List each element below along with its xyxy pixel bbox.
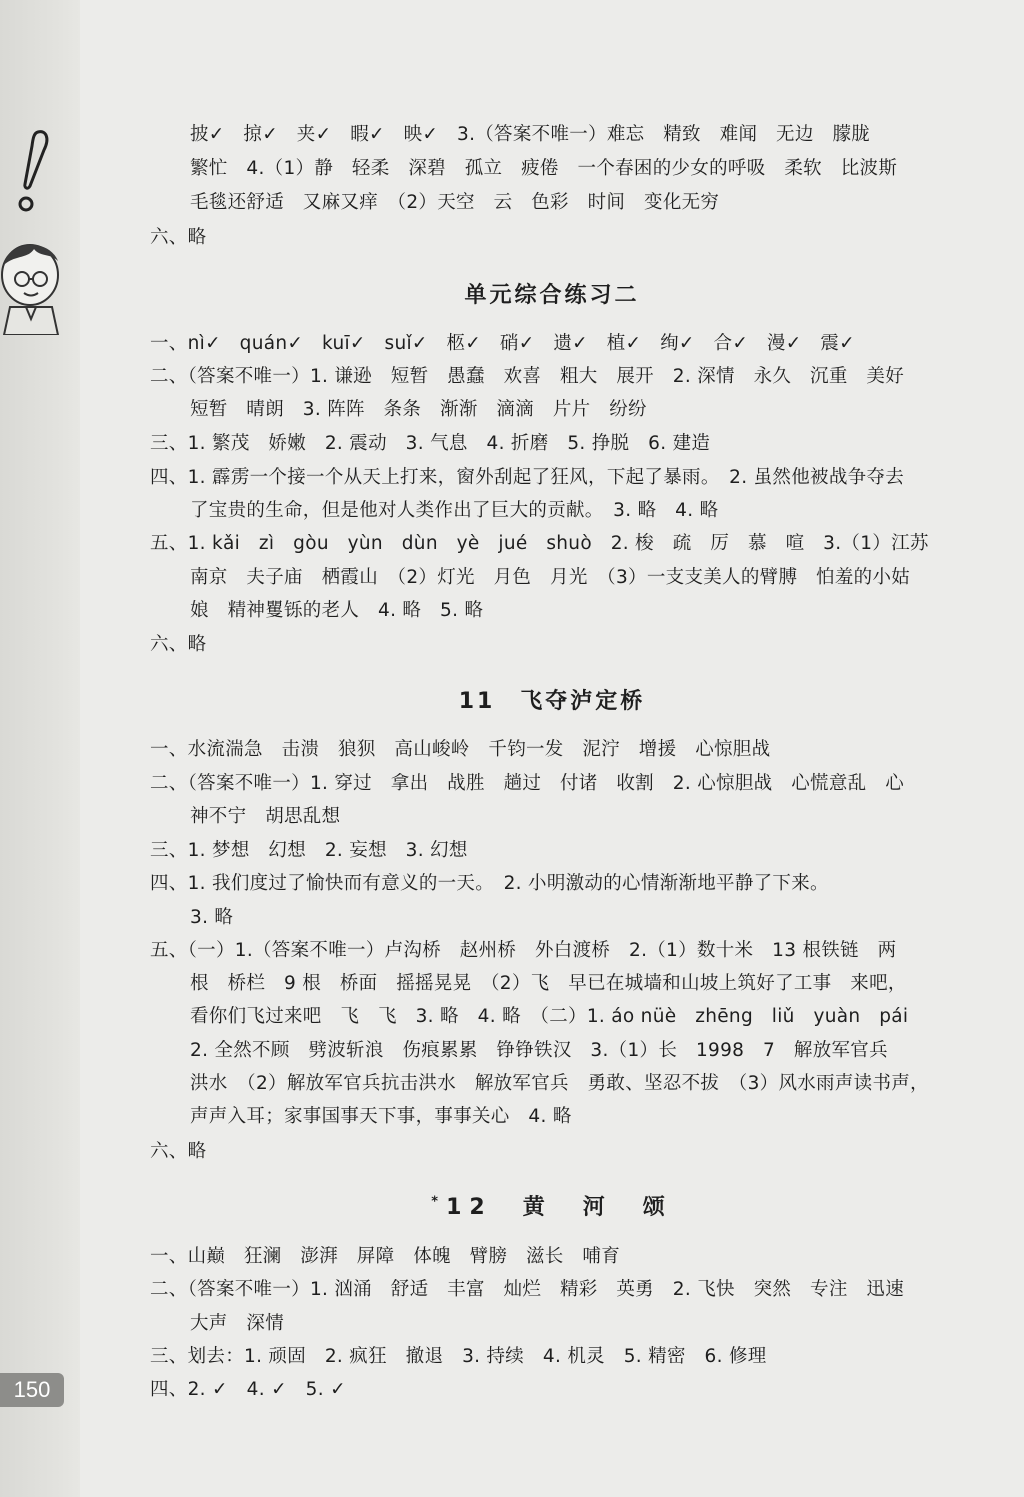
text-line: 看你们飞过来吧 飞 飞 3. 略 4. 略 （二）1. áo nüè zhēng liǔ yuàn pái <box>190 1006 909 1027</box>
text-line: 二、（答案不唯一）1. 谦逊 短暂 愚蠢 欢喜 粗大 展开 2. 深情 永久 沉重 美好 <box>150 366 905 387</box>
section-heading <box>80 1190 1024 1221</box>
text-line: 六、略 <box>150 227 207 248</box>
text-line: 一、水流湍急 击溃 狼狈 高山峻岭 千钧一发 泥泞 增援 心惊胆战 <box>150 739 771 760</box>
text-line: 披✓ 掠✓ 夹✓ 暇✓ 映✓ 3.（答案不唯一）难忘 精致 难闻 无边 朦胧 <box>190 124 871 145</box>
text-line: 三、划去：1. 顽固 2. 疯狂 撤退 3. 持续 4. 机灵 5. 精密 6. 修理 <box>150 1346 767 1367</box>
text-line: 2. 全然不顾 劈波斩浪 伤痕累累 铮铮铁汉 3.（1）长 1998 7 解放军官兵 <box>190 1040 888 1061</box>
text-line: 大声 深情 <box>190 1313 285 1334</box>
text-line: 三、1. 繁茂 娇嫩 2. 震动 3. 气息 4. 折磨 5. 挣脱 6. 建造 <box>150 433 711 454</box>
text-line: 南京 夫子庙 栖霞山 （2）灯光 月色 月光 （3）一支支美人的臂膊 怕羞的小姑 <box>190 567 911 588</box>
text-line: 六、略 <box>150 1141 207 1162</box>
text-line: 短暂 晴朗 3. 阵阵 条条 渐渐 滴滴 片片 纷纷 <box>190 399 647 420</box>
text-line: 二、（答案不唯一）1. 汹涌 舒适 丰富 灿烂 精彩 英勇 2. 飞快 突然 专注 迅速 <box>150 1279 905 1300</box>
text-line: 声声入耳；家事国事天下事，事事关心 4. 略 <box>190 1106 572 1127</box>
text-line: 五、1. kǎi zì gòu yùn dùn yè jué shuò 2. 梭 疏 厉 慕 喧 3.（1）江苏 <box>150 533 929 554</box>
text-line: 洪水 （2）解放军官兵抗击洪水 解放军官兵 勇敢、坚忍不拔 （3）风水雨声读书声， <box>190 1073 929 1094</box>
text-line: 二、（答案不唯一）1. 穿过 拿出 战胜 趟过 付诸 收割 2. 心惊胆战 心慌意乱 心 <box>150 773 905 794</box>
text-line: 四、1. 霹雳一个接一个从天上打来，窗外刮起了狂风，下起了暴雨。 2. 虽然他被战争夺去 <box>150 467 905 488</box>
text-line: 繁忙 4.（1）静 轻柔 深碧 孤立 疲倦 一个春困的少女的呼吸 柔软 比波斯 <box>190 158 898 179</box>
section-heading: 单元综合练习二 <box>464 283 640 308</box>
text-line: 一、nì✓ quán✓ kuī✓ suǐ✓ 柩✓ 硝✓ 遗✓ 植✓ 绚✓ 合✓ 漫✓ 震✓ <box>150 333 855 354</box>
text-line: 毛毯还舒适 又麻又痒 （2）天空 云 色彩 时间 变化无穷 <box>190 192 720 213</box>
page-number: 150 <box>0 1373 64 1407</box>
text-line: 四、1. 我们度过了愉快而有意义的一天。 2. 小明激动的心情渐渐地平静了下来。 <box>150 873 829 894</box>
optional-lesson-mark: * <box>431 1194 447 1210</box>
text-line: 一、山巅 狂澜 澎湃 屏障 体魄 臂膀 滋长 哺育 <box>150 1246 621 1267</box>
text-line: 六、略 <box>150 634 207 655</box>
section-heading: 11 飞夺泸定桥 <box>458 689 646 714</box>
text-line: 根 桥栏 9 根 桥面 摇摇晃晃 （2）飞 早已在城墙和山坡上筑好了工事 来吧， <box>190 973 907 994</box>
text-line: 三、1. 梦想 幻想 2. 妄想 3. 幻想 <box>150 840 468 861</box>
section-heading-text: 12 黄 河 颂 <box>446 1195 673 1220</box>
text-line: 神不宁 胡思乱想 <box>190 806 341 827</box>
text-line: 娘 精神矍铄的老人 4. 略 5. 略 <box>190 600 484 621</box>
exclamation-pin-icon <box>10 128 60 218</box>
text-line: 五、（一）1.（答案不唯一）卢沟桥 赵州桥 外白渡桥 2.（1）数十米 13 根铁链 两 <box>150 940 897 961</box>
text-line: 3. 略 <box>190 907 234 928</box>
text-line: 四、2. ✓ 4. ✓ 5. ✓ <box>150 1379 346 1400</box>
left-margin-strip <box>0 0 80 1497</box>
text-line: 了宝贵的生命，但是他对人类作出了巨大的贡献。 3. 略 4. 略 <box>190 500 719 521</box>
student-mascot-icon <box>0 235 70 335</box>
